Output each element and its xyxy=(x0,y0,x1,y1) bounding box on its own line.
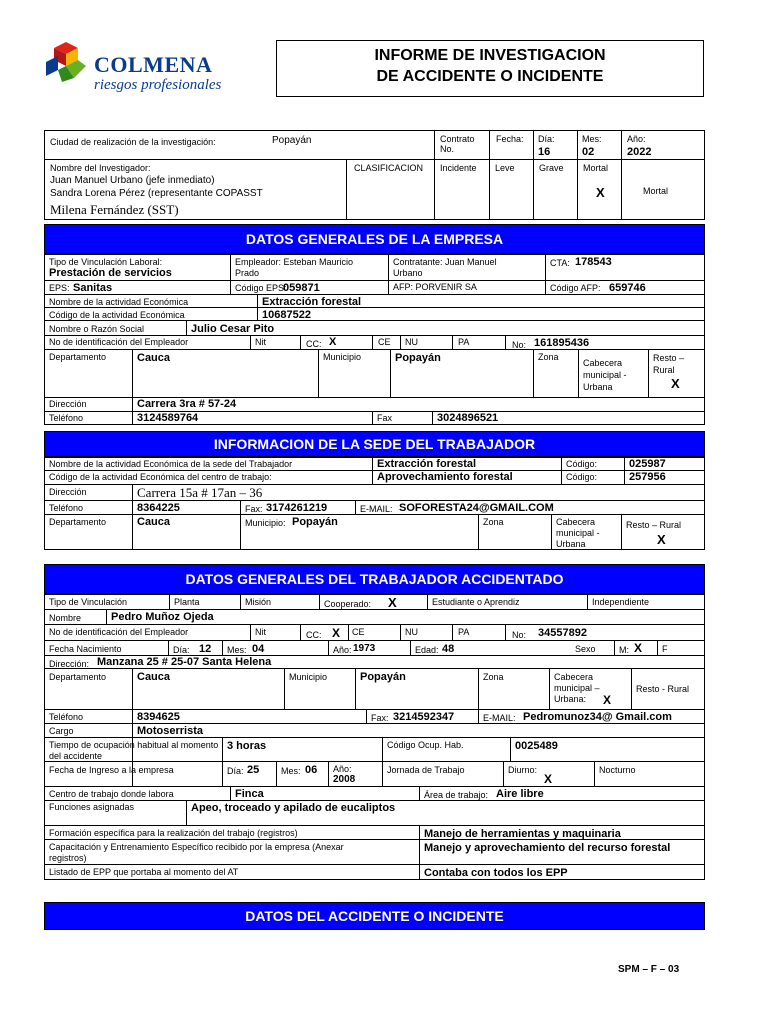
sede-cod2-value: 257956 xyxy=(629,471,666,483)
sede-fax-label: Fax: xyxy=(245,504,263,514)
sexo-m-mark: X xyxy=(634,641,643,655)
nac-mes-value: 04 xyxy=(252,643,265,655)
nombre-value: Pedro Muñoz Ojeda xyxy=(111,611,214,623)
trab-dir-label: Dirección: xyxy=(49,659,90,669)
nac-dia-value: 12 xyxy=(199,643,212,655)
contratante-value: Urbano xyxy=(393,268,423,278)
ano-value: 2022 xyxy=(627,146,652,158)
nac-dia-label: Día: xyxy=(173,645,190,655)
nombre-label: Nombre xyxy=(49,613,82,623)
afp-label: AFP: PORVENIR SA xyxy=(393,282,477,292)
direccion-value: Carrera 3ra # 57-24 xyxy=(137,398,237,410)
trab-resto-label: Resto - Rural xyxy=(636,684,690,694)
trab-muni-label: Municipio xyxy=(289,672,328,682)
nocturno-label: Nocturno xyxy=(599,765,636,775)
funciones-value: Apeo, troceado y apilado de eucaliptos xyxy=(191,802,396,814)
trab-fax-label: Fax: xyxy=(371,713,389,723)
clasificacion-label: CLASIFICACION xyxy=(354,163,424,173)
eps-value: Sanitas xyxy=(73,282,113,294)
formacion-value: Manejo de herramientas y maquinaria xyxy=(424,828,621,840)
sede-resto-label: Resto – Rural xyxy=(626,520,682,530)
incidente-label: Incidente xyxy=(440,163,477,173)
area-label: Área de trabajo: xyxy=(424,790,489,800)
sede-cod1-label: Código: xyxy=(566,459,598,469)
diurno-mark: X xyxy=(544,772,553,786)
ciudad-label: Ciudad de realización de la investigación: xyxy=(50,137,216,147)
independiente-label: Independiente xyxy=(592,597,650,607)
edad-value: 48 xyxy=(442,643,455,655)
trab-ident-label: No de identificación del Empleador xyxy=(49,627,189,637)
depto-value: Cauca xyxy=(137,352,171,364)
sede-cod2-label: Código: xyxy=(566,472,598,482)
cooperado-label: Cooperado: xyxy=(324,599,372,609)
sede-tel-label: Teléfono xyxy=(49,503,84,513)
nu-label: NU xyxy=(405,337,418,347)
formacion-label: Formación específica para la realización del trabajo (registros) xyxy=(49,828,298,838)
title-line-1: INFORME DE INVESTIGACION xyxy=(374,47,606,64)
sede-zona-label: Zona xyxy=(483,517,504,527)
sede-muni-value: Popayán xyxy=(292,516,338,528)
investigador-2: Sandra Lorena Pérez (representante COPASST xyxy=(50,188,263,199)
ing-dia-label: Día: xyxy=(227,766,244,776)
dia-value: 16 xyxy=(538,146,551,158)
ing-mes-label: Mes: xyxy=(281,766,301,776)
trab-no-value: 34557892 xyxy=(538,627,587,639)
sexo-f-label: F xyxy=(662,644,668,654)
nit-label: Nit xyxy=(255,337,266,347)
nacimiento-label: Fecha Nacimiento xyxy=(49,644,122,654)
centro-label: Centro de trabajo donde labora xyxy=(49,789,174,799)
sede-section-title: INFORMACION DE LA SEDE DEL TRABAJADOR xyxy=(44,431,705,457)
area-value: Aire libre xyxy=(496,788,544,800)
trab-zona-label: Zona xyxy=(483,672,504,682)
tiempo-value: 3 horas xyxy=(227,740,267,752)
nac-ano-value: 1973 xyxy=(353,643,376,654)
trab-cc-mark: X xyxy=(332,626,341,640)
diurno-label: Diurno: xyxy=(508,765,538,775)
fax-label: Fax xyxy=(377,413,393,423)
sede-dir-label: Dirección xyxy=(49,487,87,497)
trab-cc-label: CC: xyxy=(306,630,322,640)
vinc-label: Tipo de Vinculación xyxy=(49,597,128,607)
zona-label: Zona xyxy=(538,352,559,362)
mortal-label: Mortal xyxy=(583,163,609,173)
cabecera-label: Cabecera municipal - Urbana xyxy=(583,358,627,392)
mortal-mark: X xyxy=(596,185,605,200)
trab-tel-label: Teléfono xyxy=(49,712,84,722)
actividad-value: Extracción forestal xyxy=(262,296,362,308)
telefono-value: 3124589764 xyxy=(137,412,199,424)
empleador-label: Empleador: Esteban Mauricio xyxy=(235,257,354,267)
sede-muni-label: Municipio: xyxy=(245,518,286,528)
contrato-label: Contrato No. xyxy=(440,134,475,154)
codact-value: 10687522 xyxy=(262,309,311,321)
planta-label: Planta xyxy=(174,597,200,607)
title-line-2: DE ACCIDENTE O INCIDENTE xyxy=(376,68,604,85)
trab-nu-label: NU xyxy=(405,627,418,637)
codeps-value: 059871 xyxy=(283,282,320,294)
logo-subtitle: riesgos profesionales xyxy=(94,77,222,93)
eps-label: EPS: xyxy=(49,283,70,293)
colmena-logo xyxy=(44,40,234,94)
no-label: No: xyxy=(512,340,527,350)
ano-label: Año: xyxy=(627,134,646,144)
telefono-label: Teléfono xyxy=(49,413,84,423)
cta-label: CTA: xyxy=(550,258,570,268)
investigador-1: Juan Manuel Urbano (jefe inmediato) xyxy=(50,175,215,186)
estudiante-label: Estudiante o Aprendiz xyxy=(432,597,520,607)
centro-value: Finca xyxy=(235,788,264,800)
sede-act-label: Nombre de la actividad Económica de la sede del Trabajador xyxy=(49,459,293,469)
form-code: SPM – F – 03 xyxy=(618,964,680,975)
sexo-label: Sexo xyxy=(575,644,596,654)
empresa-section-title: DATOS GENERALES DE LA EMPRESA xyxy=(44,224,705,254)
capacitacion-value: Manejo y aprovechamiento del recurso forestal xyxy=(424,842,671,854)
mision-label: Misión xyxy=(245,597,272,607)
sede-tel-value: 8364225 xyxy=(137,502,180,514)
grave-label: Grave xyxy=(539,163,564,173)
sede-depto-value: Cauca xyxy=(137,516,171,528)
fax-value: 3024896521 xyxy=(437,412,499,424)
cc-label: CC: xyxy=(306,339,322,349)
resto-label: Resto – Rural xyxy=(653,353,685,375)
actividad-label: Nombre de la actividad Económica xyxy=(49,297,189,307)
ing-ano-label: Año: xyxy=(333,764,352,774)
trab-nit-label: Nit xyxy=(255,627,266,637)
edad-label: Edad: xyxy=(415,645,439,655)
codact-label: Código de la actividad Económica xyxy=(49,310,185,320)
muni-value: Popayán xyxy=(395,352,441,364)
razon-value: Julio Cesar Pito xyxy=(191,323,275,335)
sede-cod-value: Aprovechamiento forestal xyxy=(377,471,513,483)
ing-mes-value: 06 xyxy=(305,764,318,776)
trab-email-value: Pedromunoz34@ Gmail.com xyxy=(523,711,672,723)
jornada-label: Jornada de Trabajo xyxy=(387,765,465,775)
cooperado-mark: X xyxy=(388,595,397,610)
resto-mark: X xyxy=(671,376,680,391)
mes-value: 02 xyxy=(582,146,595,158)
investigador-3: Milena Fernández (SST) xyxy=(50,202,179,217)
trab-pa-label: PA xyxy=(458,627,470,637)
sede-cabecera-label: Cabecera municipal - Urbana xyxy=(556,517,600,549)
investigador-label: Nombre del Investigador: xyxy=(50,163,151,173)
trab-cabecera-label: Cabecera municipal – Urbana: xyxy=(554,672,600,704)
razon-label: Nombre o Razón Social xyxy=(49,324,145,334)
cargo-value: Motoserrista xyxy=(137,725,204,737)
epp-value: Contaba con todos los EPP xyxy=(424,867,568,879)
vinculacion-label: Tipo de Vinculación Laboral: xyxy=(49,257,163,267)
nac-mes-label: Mes: xyxy=(227,645,247,655)
muni-label: Municipio xyxy=(323,352,362,362)
trab-tel-value: 8394625 xyxy=(137,711,180,723)
contratante-label: Contratante: Juan Manuel xyxy=(393,257,497,267)
trab-no-label: No: xyxy=(512,630,527,640)
sede-fax-value: 3174261219 xyxy=(266,502,328,514)
codafp-label: Código AFP: xyxy=(550,283,601,293)
nac-ano-label: Año: xyxy=(333,645,352,655)
mortal-label-2: Mortal xyxy=(643,186,669,196)
depto-label: Departamento xyxy=(49,352,107,362)
sede-email-value: SOFORESTA24@GMAIL.COM xyxy=(399,502,554,514)
trab-email-label: E-MAIL: xyxy=(483,713,516,723)
trab-depto-label: Departamento xyxy=(49,672,107,682)
trab-dir-value: Manzana 25 # 25-07 Santa Helena xyxy=(97,656,272,668)
cargo-label: Cargo xyxy=(49,726,74,736)
sede-dir-value: Carrera 15a # 17an – 36 xyxy=(137,485,263,500)
vinculacion-value: Prestación de servicios xyxy=(49,267,172,279)
sede-resto-mark: X xyxy=(657,532,666,547)
fecha-label: Fecha: xyxy=(496,134,524,144)
leve-label: Leve xyxy=(495,163,515,173)
tiempo-label: Tiempo de ocupación habitual al momento del accidente xyxy=(49,740,219,761)
report-title-box xyxy=(276,40,704,97)
mes-label: Mes: xyxy=(582,134,602,144)
direccion-label: Dirección xyxy=(49,399,87,409)
logo-name: COLMENA xyxy=(94,52,213,77)
pa-label: PA xyxy=(458,337,470,347)
trab-fax-value: 3214592347 xyxy=(393,711,455,723)
empleador-value: Prado xyxy=(235,268,260,278)
sede-act-value: Extracción forestal xyxy=(377,458,477,470)
accidente-section-title: DATOS DEL ACCIDENTE O INCIDENTE xyxy=(44,902,705,930)
sede-email-label: E-MAIL: xyxy=(360,504,393,514)
codocup-value: 0025489 xyxy=(515,740,558,752)
cta-value: 178543 xyxy=(575,256,612,268)
ing-dia-value: 25 xyxy=(247,764,260,776)
ing-ano-value: 2008 xyxy=(333,774,356,785)
trab-muni-value: Popayán xyxy=(360,671,406,683)
funciones-label: Funciones asignadas xyxy=(49,802,135,812)
sede-cod-label: Código de la actividad Económica del centro de trabajo: xyxy=(49,472,272,482)
capacitacion-label-2: registros) xyxy=(49,853,87,863)
trab-cabecera-mark: X xyxy=(603,693,612,707)
cc-mark: X xyxy=(329,336,337,348)
trabajador-section-title: DATOS GENERALES DEL TRABAJADOR ACCIDENTADO xyxy=(44,564,705,594)
sexo-m-label: M: xyxy=(619,645,629,655)
sede-depto-label: Departamento xyxy=(49,517,107,527)
cube-logo-icon xyxy=(44,40,88,84)
ident-label: No de identificación del Empleador xyxy=(49,337,189,347)
epp-label: Listado de EPP que portaba al momento del AT xyxy=(49,867,239,877)
sede-cod1-value: 025987 xyxy=(629,458,666,470)
trab-ce-label: CE xyxy=(352,627,365,637)
codocup-label: Código Ocup. Hab. xyxy=(387,740,464,750)
dia-label: Día: xyxy=(538,134,555,144)
codafp-value: 659746 xyxy=(609,282,646,294)
capacitacion-label-1: Capacitación y Entrenamiento Específico recibido por la empresa (Anexar xyxy=(49,842,344,852)
ingreso-label: Fecha de Ingreso a la empresa xyxy=(49,765,174,775)
ciudad-value: Popayán xyxy=(272,135,312,146)
trab-depto-value: Cauca xyxy=(137,671,171,683)
ce-label: CE xyxy=(378,337,391,347)
no-value: 161895436 xyxy=(534,337,590,349)
codeps-label: Código EPS: xyxy=(235,283,287,293)
